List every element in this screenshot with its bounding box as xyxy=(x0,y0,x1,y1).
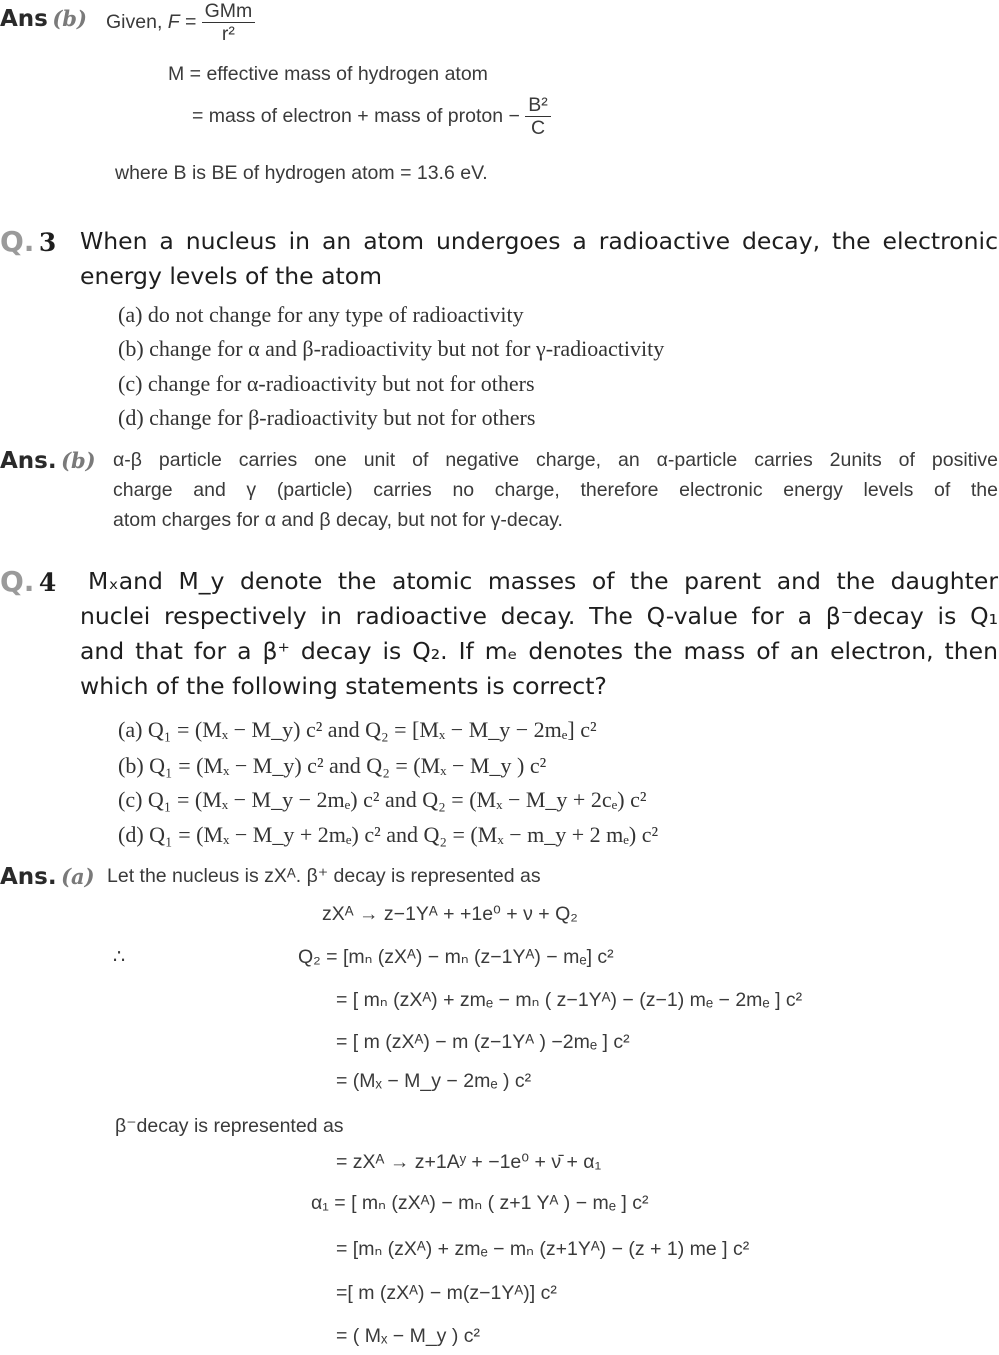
q3-answer-heading: Ans. (b) xyxy=(0,448,96,474)
q4-option-c: (c) Q₁ = (Mₓ − M_y − 2mₑ) c² and Q₂ = (Mₓ − M_y + 2cₑ) c² xyxy=(118,787,647,812)
q4-stem-line4: which of the following statements is correct? xyxy=(80,672,607,700)
beta-minus-reaction: = zXᴬ → z+1Aʸ + −1e⁰ + ν̄ + α₁ xyxy=(336,1151,602,1173)
ans2-mass-sum: = mass of electron + mass of proton − $\frac{\text{B²}}{C}$ xyxy=(192,94,551,140)
beta-plus-step2: = [ mₙ (zXᴬ) + zmₑ − mₙ ( z−1Yᴬ) − (z−1) mₑ − 2mₑ ] c² xyxy=(336,989,803,1011)
ans-key: (b) xyxy=(52,6,87,31)
q4-stem-line3: and that for a β⁺ decay is Q₂. If mₑ denotes the mass of an electron, then xyxy=(80,637,998,665)
ans2-given-formula: Given, F = $\frac{\text{GMm}}{\text{r²}}$ xyxy=(106,0,255,46)
q3-answer-line1: α-β particle carries one unit of negative charge, an α-particle carries 2units of positive xyxy=(113,449,998,471)
ans-label: Ans xyxy=(0,6,48,32)
q4-label: Q. 4 xyxy=(0,565,57,598)
binding-energy-fraction: $\frac{\text{B²}}{C}$ xyxy=(525,94,551,140)
beta-plus-result: = (Mₓ − M_y − 2mₑ ) c² xyxy=(336,1070,532,1092)
therefore-symbol: ∴ xyxy=(113,946,126,968)
q3-option-a: (a) do not change for any type of radioactivity xyxy=(118,302,524,327)
beta-minus-result: = ( Mₓ − M_y ) c² xyxy=(336,1325,480,1347)
beta-plus-step3: = [ m (zXᴬ) − m (z−1Yᴬ ) −2mₑ ] c² xyxy=(336,1031,630,1053)
beta-minus-step2: = [mₙ (zXᴬ) + zmₑ − mₙ (z+1Yᴬ) − (z + 1) me ] c² xyxy=(336,1238,750,1260)
q3-option-c: (c) change for α-radioactivity but not for others xyxy=(118,371,535,396)
q4-option-b: (b) Q₁ = (Mₓ − M_y) c² and Q₂ = (Mₓ − M_y ) c² xyxy=(118,753,547,778)
force-fraction: $\frac{\text{GMm}}{\text{r²}}$ xyxy=(202,0,256,46)
beta-minus-intro: β⁻decay is represented as xyxy=(115,1115,344,1137)
q3-answer-line3: atom charges for α and β decay, but not for γ-decay. xyxy=(113,509,563,531)
beta-minus-step3: =[ m (zXᴬ) − m(z−1Yᴬ)] c² xyxy=(336,1282,557,1304)
ans2-where-line: where B is BE of hydrogen atom = 13.6 eV. xyxy=(115,162,488,184)
beta-plus-reaction: zXᴬ → z−1Yᴬ + +1e⁰ + ν + Q₂ xyxy=(322,903,578,925)
q4-stem-line1: Mₓand M_y denote the atomic masses of the parent and the daughter xyxy=(88,567,998,595)
q4-stem-line2: nuclei respectively in radioactive decay. The Q-value for a β⁻decay is Q₁ xyxy=(80,602,998,630)
q3-option-d: (d) change for β-radioactivity but not for others xyxy=(118,405,536,430)
ans2-effective-mass: M = effective mass of hydrogen atom xyxy=(168,63,488,85)
q4-option-d: (d) Q₁ = (Mₓ − M_y + 2mₑ) c² and Q₂ = (Mₓ − m_y + 2 mₑ) c² xyxy=(118,822,659,847)
q4-answer-heading: Ans. (a) xyxy=(0,864,95,890)
q4-option-a: (a) Q₁ = (Mₓ − M_y) c² and Q₂ = [Mₓ − M_y − 2mₑ] c² xyxy=(118,717,597,742)
ans2-heading xyxy=(0,8,87,31)
q3-stem-line2: energy levels of the atom xyxy=(80,262,382,290)
q3-option-b: (b) change for α and β-radioactivity but not for γ-radioactivity xyxy=(118,336,665,361)
q3-label: Q. 3 xyxy=(0,225,57,258)
beta-minus-step1: α₁ = [ mₙ (zXᴬ) − mₙ ( z+1 Yᴬ ) − mₑ ] c² xyxy=(311,1192,649,1214)
q4-answer-intro: Let the nucleus is zXᴬ. β⁺ decay is represented as xyxy=(107,865,541,887)
q3-stem-line1: When a nucleus in an atom undergoes a radioactive decay, the electronic xyxy=(80,227,998,255)
beta-plus-step1: Q₂ = [mₙ (zXᴬ) − mₙ (z−1Yᴬ) − mₑ] c² xyxy=(298,946,614,968)
q3-answer-line2: charge and γ (particle) carries no charge, therefore electronic energy levels of the xyxy=(113,479,998,501)
